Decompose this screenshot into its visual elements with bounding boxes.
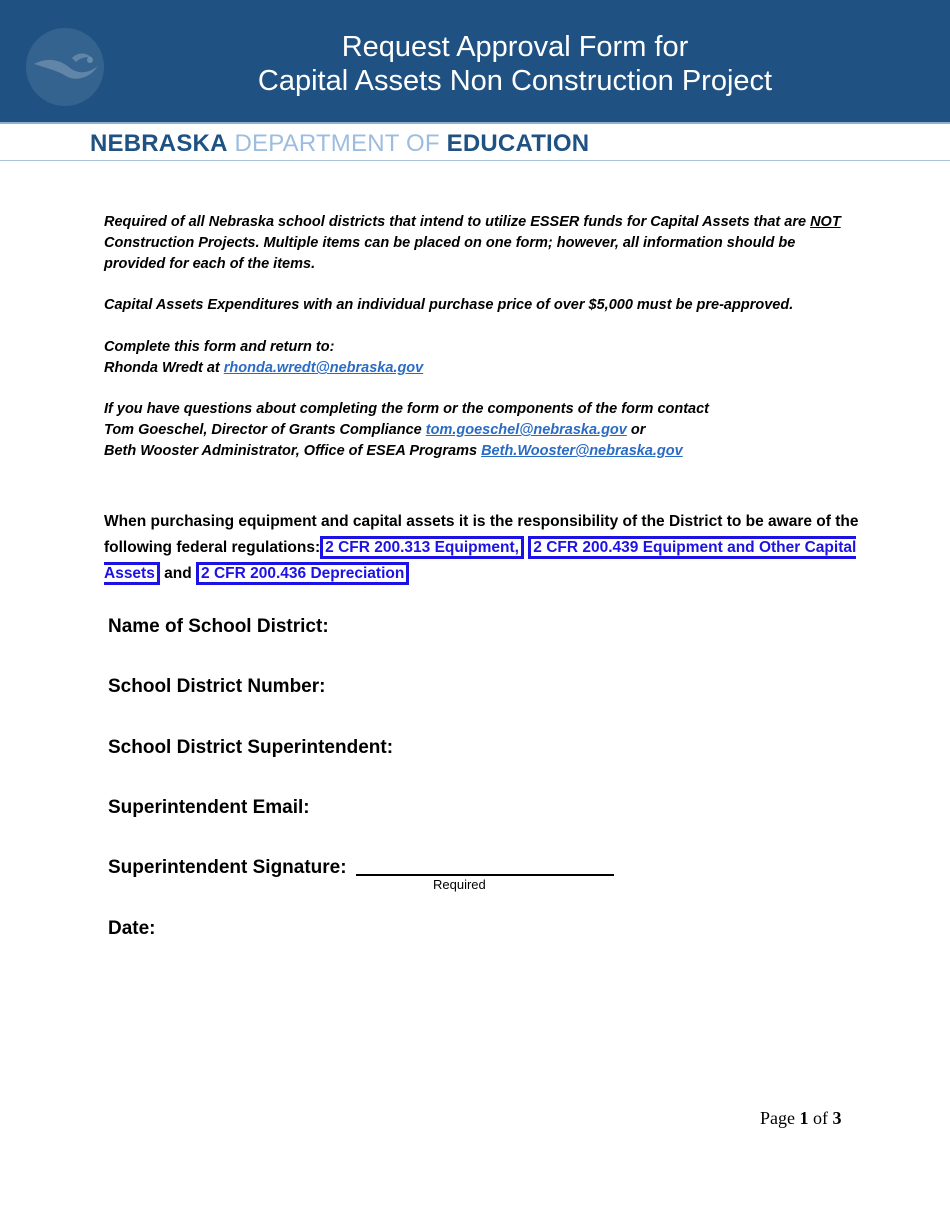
return-email-link[interactable]: rhonda.wredt@nebraska.gov (223, 360, 424, 376)
page-total: 3 (832, 1108, 842, 1128)
intro-paragraph-threshold: Capital Assets Expenditures with an individual purchase price of over $5,000 must be pre-approved. (104, 297, 794, 313)
agency-word-education: EDUCATION (446, 130, 590, 157)
intro-text: Required of all Nebraska school districts that intend to utilize ESSER funds for Capital Assets that are (104, 214, 811, 230)
intro-paragraph-return (104, 337, 844, 379)
superintendent-email-label: Superintendent Email: (108, 797, 310, 818)
cfr-200-436-link[interactable]: 2 CFR 200.436 Depreciation (196, 562, 409, 585)
form-title-line2: Capital Assets Non Construction Project (257, 65, 773, 97)
intro-text: Construction Projects. Multiple items can be placed on one form; however, all information should be provided for each of the items. (104, 235, 796, 272)
contact-goeschel: Tom Goeschel, Director of Grants Compliance (104, 422, 426, 438)
agency-name (90, 128, 589, 160)
header-banner (0, 0, 950, 122)
district-number-label: School District Number: (108, 676, 326, 697)
superintendent-label: School District Superintendent: (108, 737, 394, 758)
cfr-200-439-link[interactable]: 2 CFR 200.439 Equipment and Other Capital Assets (104, 536, 856, 585)
nebraska-education-emblem-icon (26, 28, 104, 106)
agency-divider (0, 160, 950, 161)
date-label: Date: (108, 918, 156, 939)
page-number (760, 1108, 842, 1129)
form-title-line1: Request Approval Form for (341, 31, 689, 63)
signature-required-note: Required (433, 877, 486, 892)
signature-label: Superintendent Signature: (108, 857, 347, 878)
cfr-200-313-link[interactable]: 2 CFR 200.313 Equipment, (320, 536, 524, 559)
page-of: of (808, 1108, 833, 1128)
regulations-and: and (159, 565, 197, 582)
regulations-text: When purchasing equipment and capital assets it is the responsibility of the District to be aware of the following federal regulations: (104, 513, 859, 556)
agency-word-department: DEPARTMENT OF (227, 130, 447, 157)
contact-or: or (626, 422, 646, 438)
page-current: 1 (799, 1108, 809, 1128)
intro-paragraph-questions (104, 399, 844, 462)
return-contact-name: Rhonda Wredt at (104, 360, 224, 376)
questions-instruction: If you have questions about completing the form or the components of the form contact (104, 401, 710, 417)
wooster-email-link[interactable]: Beth.Wooster@nebraska.gov (481, 443, 683, 459)
page-prefix: Page (760, 1108, 800, 1128)
contact-wooster: Beth Wooster Administrator, Office of ESEA Programs (104, 443, 482, 459)
intro-not-emphasis: NOT (810, 214, 841, 230)
return-instruction: Complete this form and return to: (104, 339, 335, 355)
agency-word-nebraska: NEBRASKA (90, 130, 228, 157)
banner-divider (0, 122, 950, 124)
district-name-label: Name of School District: (108, 616, 329, 637)
goeschel-email-link[interactable]: tom.goeschel@nebraska.gov (425, 422, 627, 438)
regulations-paragraph (104, 509, 884, 587)
signature-line[interactable] (356, 874, 614, 876)
intro-paragraph-requirement (104, 212, 844, 275)
